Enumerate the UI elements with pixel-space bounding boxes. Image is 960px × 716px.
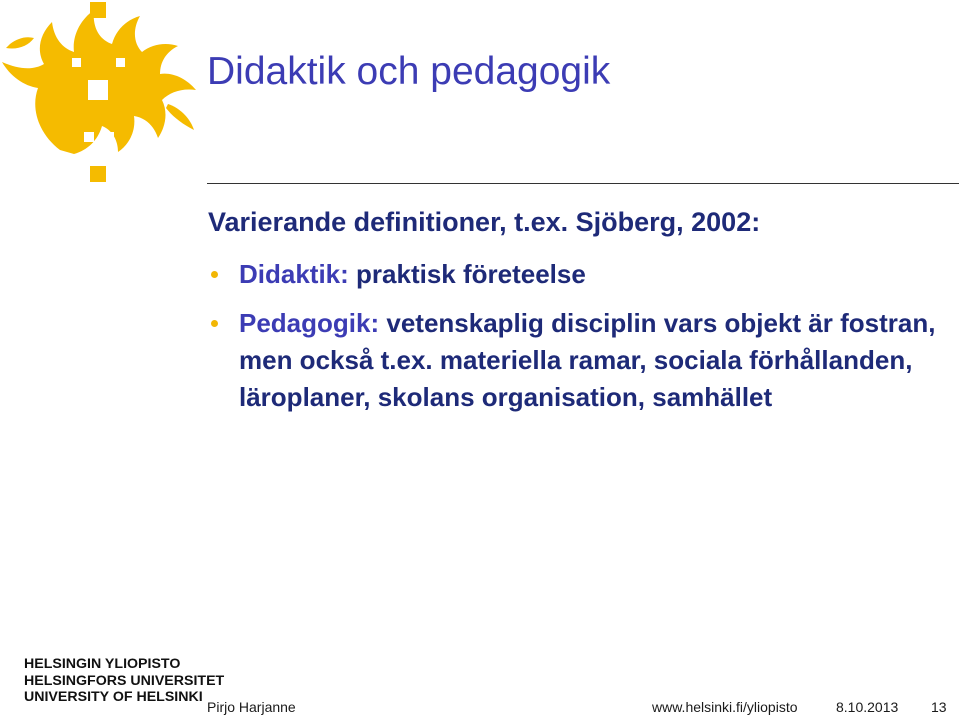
university-name-english: UNIVERSITY OF HELSINKI <box>24 689 203 705</box>
bullet-item-pedagogik <box>210 305 955 416</box>
footer-url: www.helsinki.fi/yliopisto <box>652 699 798 715</box>
bullet-text: vetenskaplig disciplin vars objekt är fostran, men också t.ex. materiella ramar, sociala förhållanden, läroplaner, skolans organisation, samhället <box>239 308 936 412</box>
bullet-dot-icon <box>211 271 218 278</box>
bullet-text: praktisk företeelse <box>348 259 586 289</box>
bullet-dot-icon <box>211 320 218 327</box>
bullet-list <box>210 256 955 428</box>
slide-title: Didaktik och pedagogik <box>207 50 611 93</box>
helsinki-flame-icon <box>0 0 205 190</box>
university-name-finnish: HELSINGIN YLIOPISTO <box>24 656 181 672</box>
bullet-term: Pedagogik: <box>239 308 380 338</box>
university-name-swedish: HELSINGFORS UNIVERSITET <box>24 672 225 689</box>
page-number: 13 <box>931 699 947 715</box>
bullet-term: Didaktik: <box>239 259 349 289</box>
university-logo <box>24 656 225 706</box>
footer-date: 8.10.2013 <box>836 699 899 715</box>
slide-subtitle: Varierande definitioner, t.ex. Sjöberg, 2002: <box>208 207 761 237</box>
title-divider <box>207 183 959 184</box>
bullet-item-didaktik <box>210 256 955 293</box>
footer-author: Pirjo Harjanne <box>207 699 296 715</box>
